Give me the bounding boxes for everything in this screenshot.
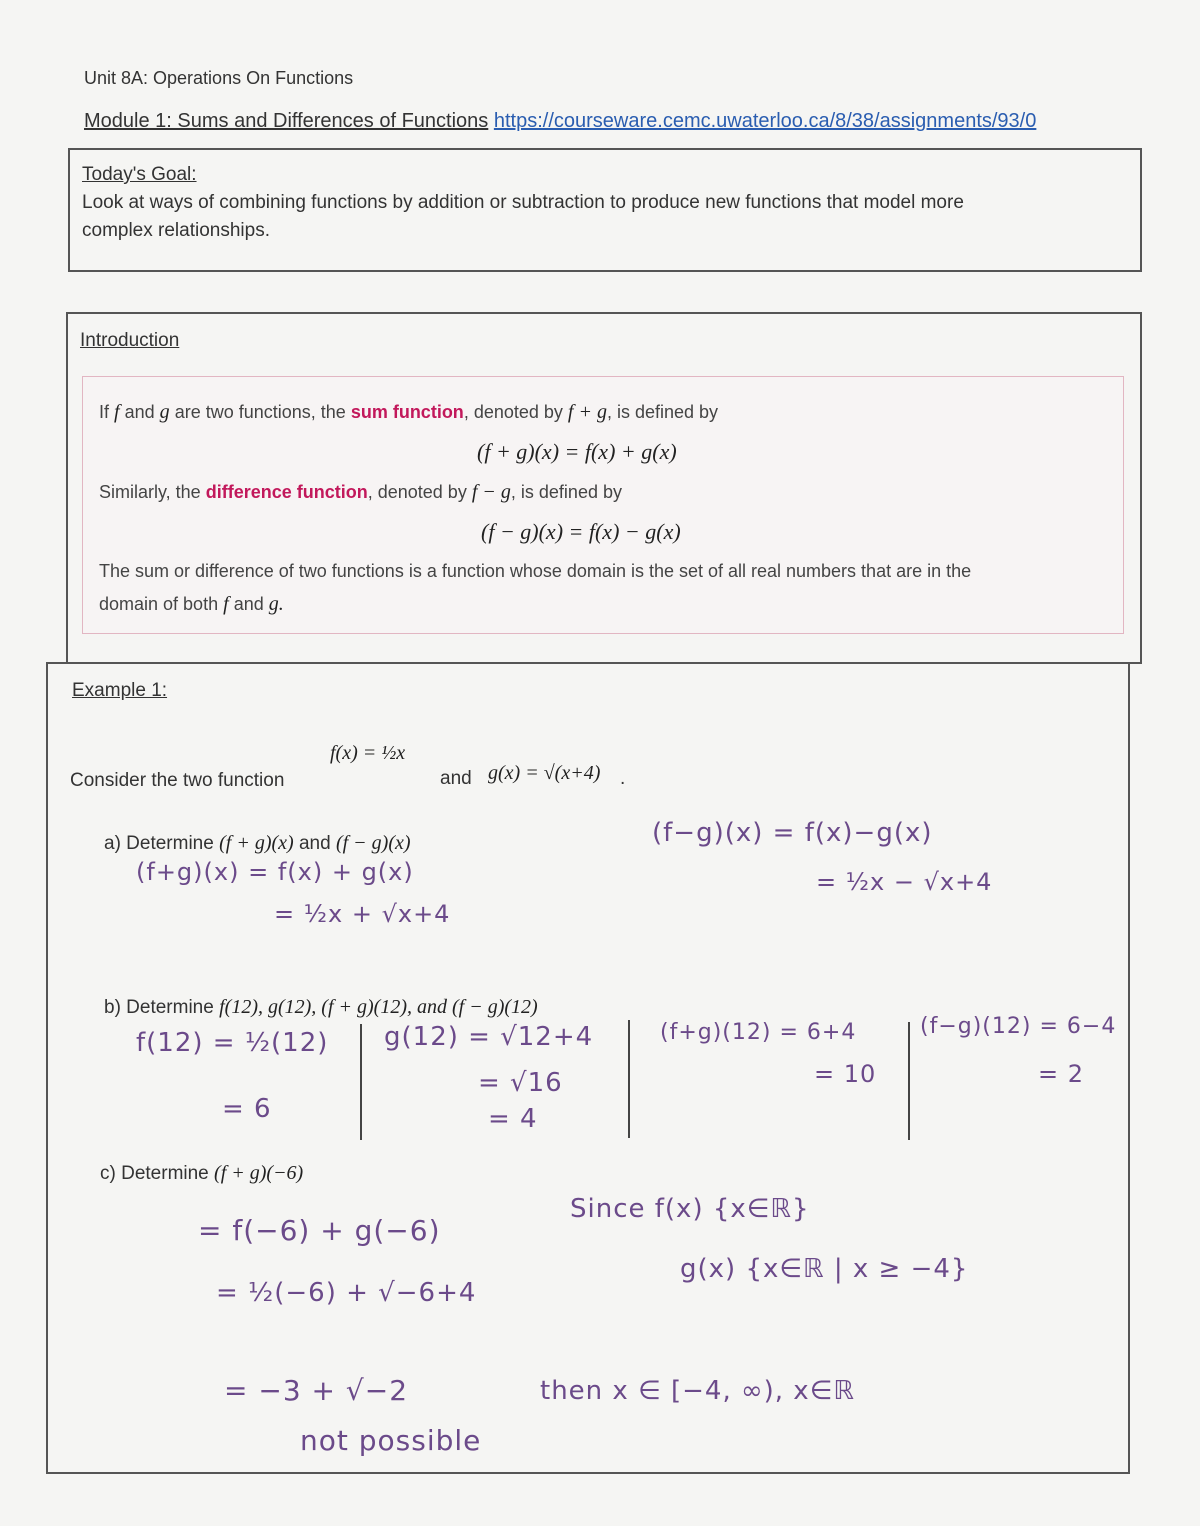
f-definition: f(x) = ½x [330, 742, 406, 764]
divider-3 [908, 1022, 910, 1140]
part-b-diff-step-2: = 2 [1038, 1060, 1085, 1088]
divider-1 [360, 1024, 362, 1140]
part-b-g-step-1: g(12) = √12+4 [384, 1022, 594, 1052]
difference-definition: Similarly, the difference function, denoted by f − g, is defined by [99, 481, 622, 503]
domain-line-1: The sum or difference of two functions is a function whose domain is the set of all real numbers that are in the [99, 561, 972, 581]
domain-line-2: domain of both f and g. [99, 593, 284, 615]
part-b-diff-step-1: (f−g)(12) = 6−4 [920, 1014, 1117, 1039]
g-definition: g(x) = √(x+4) [488, 762, 601, 784]
period: . [620, 768, 626, 789]
part-a-diff-step-2: = ½x − √x+4 [816, 868, 993, 896]
goal-line-2: complex relationships. [82, 220, 270, 241]
part-a-sum-step-1: (f+g)(x) = f(x) + g(x) [136, 858, 414, 886]
sum-definition: If f and g are two functions, the sum function, denoted by f + g, is defined by [99, 401, 719, 423]
definition-panel [82, 376, 1124, 634]
and-text: and [440, 768, 472, 789]
part-c-step-2: = ½(−6) + √−6+4 [216, 1278, 477, 1308]
part-b-sum-step-1: (f+g)(12) = 6+4 [660, 1020, 857, 1045]
part-a-question: a) Determine (f + g)(x) and (f − g)(x) [104, 832, 411, 854]
difference-formula: (f − g)(x) = f(x) − g(x) [481, 519, 681, 544]
part-c-step-3: = −3 + √−2 [224, 1374, 409, 1407]
part-a-diff-step-1: (f−g)(x) = f(x)−g(x) [652, 818, 933, 848]
part-c-since-1: Since f(x) {x∈ℝ} [570, 1194, 810, 1224]
introduction-box [66, 312, 1142, 664]
part-c-step-1: = f(−6) + g(−6) [198, 1214, 441, 1247]
part-b-g-step-3: = 4 [488, 1104, 538, 1134]
goal-heading: Today's Goal: [82, 164, 197, 185]
unit-title: Unit 8A: Operations On Functions [84, 68, 354, 88]
consider-text: Consider the two function [70, 770, 285, 791]
part-c-then: then x ∈ [−4, ∞), x∈ℝ [540, 1376, 855, 1406]
part-b-f-step-2: = 6 [222, 1094, 272, 1124]
part-c-question: c) Determine (f + g)(−6) [100, 1162, 304, 1184]
part-a-sum-step-2: = ½x + √x+4 [274, 900, 451, 928]
goal-box [68, 148, 1142, 272]
module-title [84, 110, 1036, 133]
example-heading: Example 1: [72, 680, 168, 701]
part-b-question: b) Determine f(12), g(12), (f + g)(12), and (f − g)(12) [104, 996, 538, 1018]
divider-2 [628, 1020, 630, 1138]
part-b-g-step-2: = √16 [478, 1068, 563, 1098]
part-b-sum-step-2: = 10 [814, 1060, 877, 1088]
introduction-heading: Introduction [80, 330, 180, 351]
example-box [46, 662, 1130, 1474]
module-name: Module 1: Sums and Differences of Functions [84, 110, 489, 132]
difference-function-term: difference function [205, 482, 368, 502]
sum-function-term: sum function [350, 402, 464, 422]
part-b-f-step-1: f(12) = ½(12) [136, 1028, 329, 1058]
part-c-since-2: g(x) {x∈ℝ | x ≥ −4} [680, 1254, 969, 1284]
sum-formula: (f + g)(x) = f(x) + g(x) [477, 439, 677, 464]
module-link[interactable]: https://courseware.cemc.uwaterloo.ca/8/38/assignments/93/0 [493, 110, 1037, 132]
goal-line-1: Look at ways of combining functions by addition or subtraction to produce new functions that model more [82, 192, 964, 213]
part-c-step-4: not possible [300, 1424, 482, 1457]
